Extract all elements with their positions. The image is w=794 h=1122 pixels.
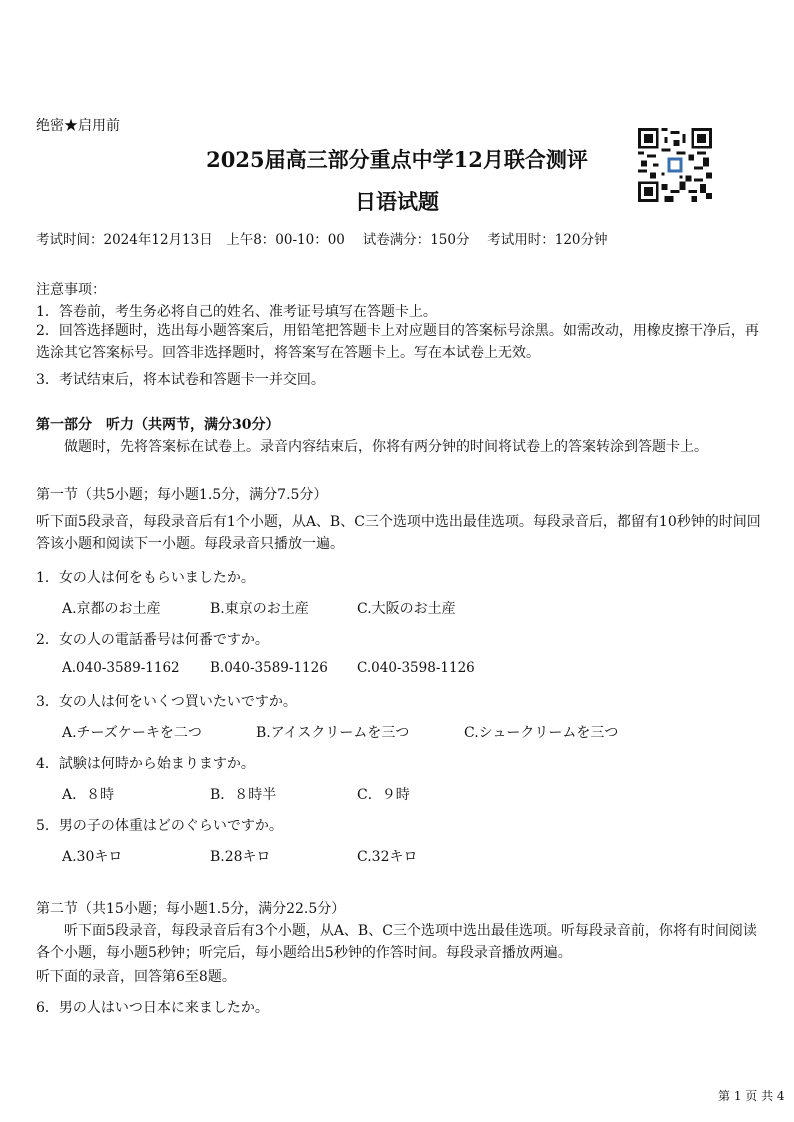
question-3-option-c: C.シュークリームを三つ xyxy=(464,725,619,741)
exam-info: 考试时间：2024年12月13日 上午8：00-10：00 试卷满分：150分 考试用时：120分钟 xyxy=(36,232,608,248)
notice-heading: 注意事项： xyxy=(36,282,106,298)
question-5-option-c: C.32キロ xyxy=(357,849,418,865)
page-number: 第 1 页 共 4 xyxy=(718,1089,785,1103)
notice-item-1: 1．答卷前，考生务必将自己的姓名、准考证号填写在答题卡上。 xyxy=(36,304,437,320)
section2-sub-instruction: 听下面的录音，回答第6至8题。 xyxy=(36,969,236,985)
exam-title: 2025届高三部分重点中学12月联合测评 xyxy=(206,147,588,172)
question-3-option-a: A.チーズケーキを二つ xyxy=(62,725,202,741)
question-5-option-b: B.28キロ xyxy=(210,849,271,865)
notice-item-2: 2．回答选择题时，选出每小题答案后，用铅笔把答题卡上对应题目的答案标号涂黑。如需改动，用橡皮擦干净后，再选涂其它答案标号。回答非选择题时，将答案写在答题卡上。写在本试卷上无效。 xyxy=(36,323,759,361)
subject-title: 日语试题 xyxy=(355,189,439,214)
question-4-option-b: B．８時半 xyxy=(210,787,277,803)
section2-instruction: 听下面5段录音，每段录音后有3个小题，从A、B、C三个选项中选出最佳选项。听每段录音前，你将有时间阅读各个小题，每小题5秒钟；听完后，每小题给出5秒钟的作答时间。每段录音播放两遍。 xyxy=(36,923,757,961)
question-2-option-b: B.040-3589-1126 xyxy=(210,660,328,676)
question-1-stem: 1．女の人は何をもらいましたか。 xyxy=(36,570,255,586)
section2-heading: 第二节（共15小题；每小题1.5分，满分22.5分） xyxy=(36,901,346,917)
question-2-option-c: C.040-3598-1126 xyxy=(357,660,475,676)
qr-code-icon xyxy=(638,128,712,202)
part1-instruction: 做题时，先将答案标在试卷上。录音内容结束后，你将有两分钟的时间将试卷上的答案转涂到答题卡上。 xyxy=(64,439,708,455)
part1-heading: 第一部分 听力（共两节，满分30分） xyxy=(36,417,280,433)
section1-instruction: 听下面5段录音，每段录音后有1个小题，从A、B、C三个选项中选出最佳选项。每段录音后，都留有10秒钟的时间回答该小题和阅读下一小题。每段录音只播放一遍。 xyxy=(36,514,761,552)
question-1-option-c: C.大阪のお土産 xyxy=(357,601,456,617)
question-4-stem: 4．試験は何時から始まりますか。 xyxy=(36,756,255,772)
question-2-stem: 2．女の人の電話番号は何番ですか。 xyxy=(36,632,269,648)
question-2-option-a: A.040-3589-1162 xyxy=(62,660,180,676)
question-4-option-c: C．９時 xyxy=(357,787,410,803)
question-3-option-b: B.アイスクリームを三つ xyxy=(256,725,410,741)
question-5-stem: 5．男の子の体重はどのぐらいですか。 xyxy=(36,818,283,834)
question-6-stem: 6．男の人はいつ日本に来ましたか。 xyxy=(36,1000,269,1016)
question-1-option-b: B.東京のお土産 xyxy=(210,601,309,617)
section1-heading: 第一节（共5小题；每小题1.5分，满分7.5分） xyxy=(36,487,328,503)
question-3-stem: 3．女の人は何をいくつ買いたいですか。 xyxy=(36,694,297,710)
question-4-option-a: A．８時 xyxy=(62,787,115,803)
notice-item-3: 3．考试结束后，将本试卷和答题卡一并交回。 xyxy=(36,372,325,388)
question-5-option-a: A.30キロ xyxy=(62,849,123,865)
secret-mark: 绝密★启用前 xyxy=(36,118,120,134)
question-1-option-a: A.京都のお土産 xyxy=(62,601,161,617)
